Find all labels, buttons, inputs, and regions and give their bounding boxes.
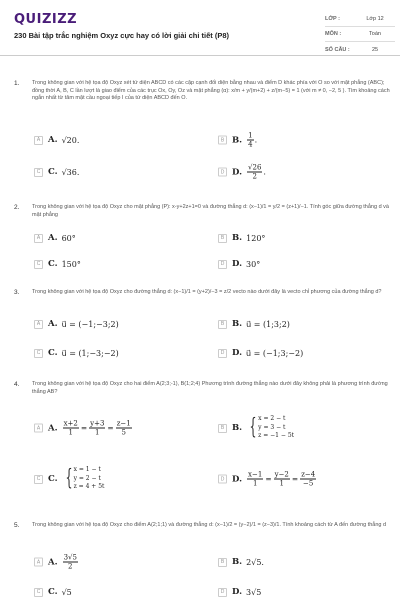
answer-option-c[interactable] — [34, 587, 72, 597]
fraction-denominator: 1 — [95, 428, 100, 437]
option-letter-box: C — [34, 475, 43, 484]
left-brace: { — [249, 415, 257, 440]
option-letter-box: C — [34, 349, 43, 358]
question-number: 4. — [14, 381, 20, 388]
option-value: √20. — [61, 135, 80, 145]
option-label: A. — [48, 423, 58, 433]
answer-option-c[interactable] — [34, 466, 104, 492]
option-letter-box: D — [218, 168, 227, 177]
option-value: 150° — [61, 259, 81, 269]
option-label: D. — [232, 348, 243, 358]
fraction-denominator: 1 — [279, 479, 284, 488]
option-label: C. — [48, 348, 58, 358]
equation — [246, 471, 317, 488]
option-label: C. — [48, 587, 58, 597]
option-value: u⃗ = (1;3;2) — [246, 319, 290, 329]
question-text: Trong không gian với hệ tọa độ Oxyz cho đường thẳng d: (x−1)/1 = (y+2)/−3 = z/2 vecto nào dưới đây là vecto chỉ phương của đường thẳng d? — [32, 289, 382, 295]
system-lines — [258, 415, 294, 441]
answer-option-d[interactable] — [218, 164, 266, 181]
option-value: 2√5. — [246, 557, 264, 567]
meta-value: 25 — [371, 46, 379, 53]
option-value: √5 — [61, 587, 72, 597]
answer-option-b[interactable] — [218, 319, 290, 329]
question-text: Trong không gian với hệ tọa độ Oxyz cho điểm A(2;1;1) và đường thẳng d: (x−1)/2 = (y−2)/1 = (z−3)/1. Tính khoảng cách từ A đến đường thẳng d — [32, 522, 387, 528]
answer-option-d[interactable] — [218, 587, 261, 597]
fraction — [116, 420, 132, 437]
question-number: 3. — [14, 289, 20, 296]
system-line: x = 2 − t — [258, 415, 286, 423]
meta-label: MÔN : — [325, 31, 342, 37]
option-letter-box: C — [34, 588, 43, 597]
meta-row-subject — [325, 27, 395, 42]
equation-system — [62, 466, 105, 492]
equation-system — [246, 415, 294, 441]
fraction-denominator: 2 — [68, 562, 73, 571]
fraction — [300, 471, 316, 488]
option-letter-box: D — [218, 475, 227, 484]
option-label: A. — [48, 135, 58, 145]
meta-label: LỚP : — [325, 16, 340, 22]
option-letter-box: D — [218, 260, 227, 269]
question-text: Trong không gian với hệ tọa độ Oxyz cho mặt phẳng (P): x-y+2z+1=0 và đường thẳng d: (x−1)/1 = y/2 = (z+1)/−1. Tính góc giữa đường thẳng d và mặt phẳng — [32, 204, 389, 218]
option-value — [62, 554, 79, 571]
system-line: z = 4 + 5t — [73, 483, 105, 491]
question-item — [14, 204, 392, 234]
option-value: u⃗ = (1;−3;−2) — [61, 348, 119, 358]
fraction-suffix: . — [254, 135, 258, 145]
answer-option-b[interactable] — [218, 557, 264, 567]
option-label: D. — [232, 167, 243, 177]
option-value: 120° — [246, 233, 266, 243]
option-value: √36. — [61, 167, 80, 177]
option-value: u⃗ = (−1;−3;2) — [61, 319, 119, 329]
answer-option-a[interactable] — [34, 554, 79, 571]
option-label: A. — [48, 319, 58, 329]
meta-value: Lớp 12 — [366, 16, 384, 22]
option-label: B. — [232, 135, 243, 145]
fraction-denominator: 2 — [252, 172, 257, 181]
meta-value: Toán — [369, 31, 381, 37]
option-value — [246, 415, 294, 441]
system-line: y = 3 − t — [258, 423, 286, 431]
fraction-denominator: −5 — [303, 479, 314, 488]
quizizz-logo: QUIZIZZ — [14, 12, 78, 27]
option-label: B. — [232, 557, 243, 567]
option-letter-box: C — [34, 168, 43, 177]
option-letter-box: B — [218, 136, 227, 145]
option-value: u⃗ = (−1;3;−2) — [246, 348, 304, 358]
option-letter-box: B — [218, 320, 227, 329]
fraction-numerator: 3√5 — [63, 553, 77, 562]
question-number: 1. — [14, 80, 20, 87]
option-label: B. — [232, 319, 243, 329]
fraction — [247, 471, 263, 488]
option-value — [246, 471, 317, 488]
option-label: D. — [232, 587, 243, 597]
answer-option-d[interactable] — [218, 471, 317, 488]
option-letter-box: D — [218, 588, 227, 597]
option-value: 3√5 — [246, 587, 262, 597]
option-value: 30° — [246, 259, 261, 269]
fraction — [247, 132, 253, 149]
fraction — [274, 471, 290, 488]
system-line: y = 2 − t — [73, 474, 101, 482]
answer-option-c[interactable] — [34, 348, 119, 358]
question-item — [14, 381, 392, 411]
fraction-suffix: . — [263, 167, 266, 177]
page-header — [0, 0, 400, 56]
option-value — [246, 132, 257, 149]
option-value — [246, 164, 266, 181]
question-text: Trong không gian với hệ tọa độ Oxyz cho hai điểm A(2;3;-1), B(1;2;4) Phương trình đường thẳng nào dưới đây không phải là phương trình đường thẳng AB? — [32, 381, 388, 395]
fraction-numerator: z−1 — [116, 419, 131, 428]
meta-row-count — [325, 42, 395, 57]
fraction-denominator: 1 — [68, 428, 73, 437]
answer-option-a[interactable] — [34, 319, 119, 329]
meta-table — [325, 12, 395, 57]
document-title: 230 Bài tập trắc nghiệm Oxyz cực hay có lời giải chi tiết (P8) — [14, 31, 229, 40]
option-letter-box: A — [34, 234, 43, 243]
answer-option-c[interactable] — [34, 167, 79, 177]
fraction — [247, 164, 262, 181]
fraction — [63, 554, 78, 571]
question-number: 5. — [14, 522, 20, 529]
meta-label: SỐ CÂU : — [325, 46, 350, 53]
equation — [62, 420, 133, 437]
fraction-denominator: 4 — [248, 140, 253, 149]
option-letter-box: B — [218, 424, 227, 433]
question-item — [14, 522, 392, 552]
option-label: A. — [48, 233, 58, 243]
answer-option-a[interactable] — [34, 233, 76, 243]
option-label: D. — [232, 259, 243, 269]
option-letter-box: A — [34, 320, 43, 329]
equals-sign: = — [80, 423, 88, 433]
equals-sign: = — [291, 474, 299, 484]
equals-sign: = — [107, 423, 114, 433]
fraction-numerator: x−1 — [248, 470, 263, 479]
fraction-numerator: 1 — [248, 131, 253, 140]
question-item — [14, 289, 392, 319]
option-letter-box: A — [34, 558, 43, 567]
answer-option-b[interactable] — [218, 132, 257, 149]
fraction — [89, 420, 105, 437]
fraction-denominator: 5 — [121, 428, 126, 437]
system-line: z = −1 − 5t — [258, 432, 295, 440]
option-label: C. — [48, 474, 58, 484]
fraction-numerator: y−2 — [274, 470, 289, 479]
option-letter-box: B — [218, 234, 227, 243]
system-lines — [74, 466, 105, 492]
fraction — [63, 420, 79, 437]
question-text: Trong không gian với hệ tọa độ Oxyz xét tứ diện ABCD có các cặp cạnh đối diện bằng nhau và điểm D khác phía với O so với mặt phẳng (ABC); đồng thời A, B, C lần lượt là giao điểm của các trục Ox, Oy, Oz và mặt phẳng (α): x/m + y/(m+2) + z/(m−5) = 1 (với m ≠ 0, −2, 5 ). Tìm khoảng cách ngắn nhất từ tâm mặt cầu ngoại tiếp I của tứ diện ABCD đến O. — [32, 80, 390, 101]
option-letter-box: A — [34, 136, 43, 145]
option-letter-box: D — [218, 349, 227, 358]
option-value — [62, 420, 133, 437]
left-brace: { — [65, 466, 73, 491]
fraction-denominator: 1 — [252, 479, 258, 488]
answer-option-b[interactable] — [218, 233, 265, 243]
answer-option-d[interactable] — [218, 259, 260, 269]
option-label: D. — [232, 474, 243, 484]
answer-option-d[interactable] — [218, 348, 303, 358]
fraction-numerator: z−4 — [301, 470, 316, 479]
option-letter-box: C — [34, 260, 43, 269]
option-label: C. — [48, 259, 58, 269]
answer-option-b[interactable] — [218, 415, 294, 441]
option-letter-box: B — [218, 558, 227, 567]
answer-option-a[interactable] — [34, 135, 79, 145]
equals-sign: = — [265, 474, 272, 484]
option-value: 60° — [61, 233, 76, 243]
meta-row-class — [325, 12, 395, 27]
answer-option-c[interactable] — [34, 259, 81, 269]
option-label: B. — [232, 423, 243, 433]
answer-option-a[interactable] — [34, 420, 133, 437]
option-label: B. — [232, 233, 243, 243]
question-number: 2. — [14, 204, 20, 211]
system-line: x = 1 − t — [73, 466, 101, 474]
question-item — [14, 80, 392, 110]
option-letter-box: A — [34, 424, 43, 433]
option-label: A. — [48, 557, 58, 567]
fraction-numerator: y+3 — [90, 419, 105, 428]
fraction-numerator: √26 — [248, 163, 262, 172]
fraction-numerator: x+2 — [63, 419, 78, 428]
option-label: C. — [48, 167, 58, 177]
option-value — [62, 466, 105, 492]
